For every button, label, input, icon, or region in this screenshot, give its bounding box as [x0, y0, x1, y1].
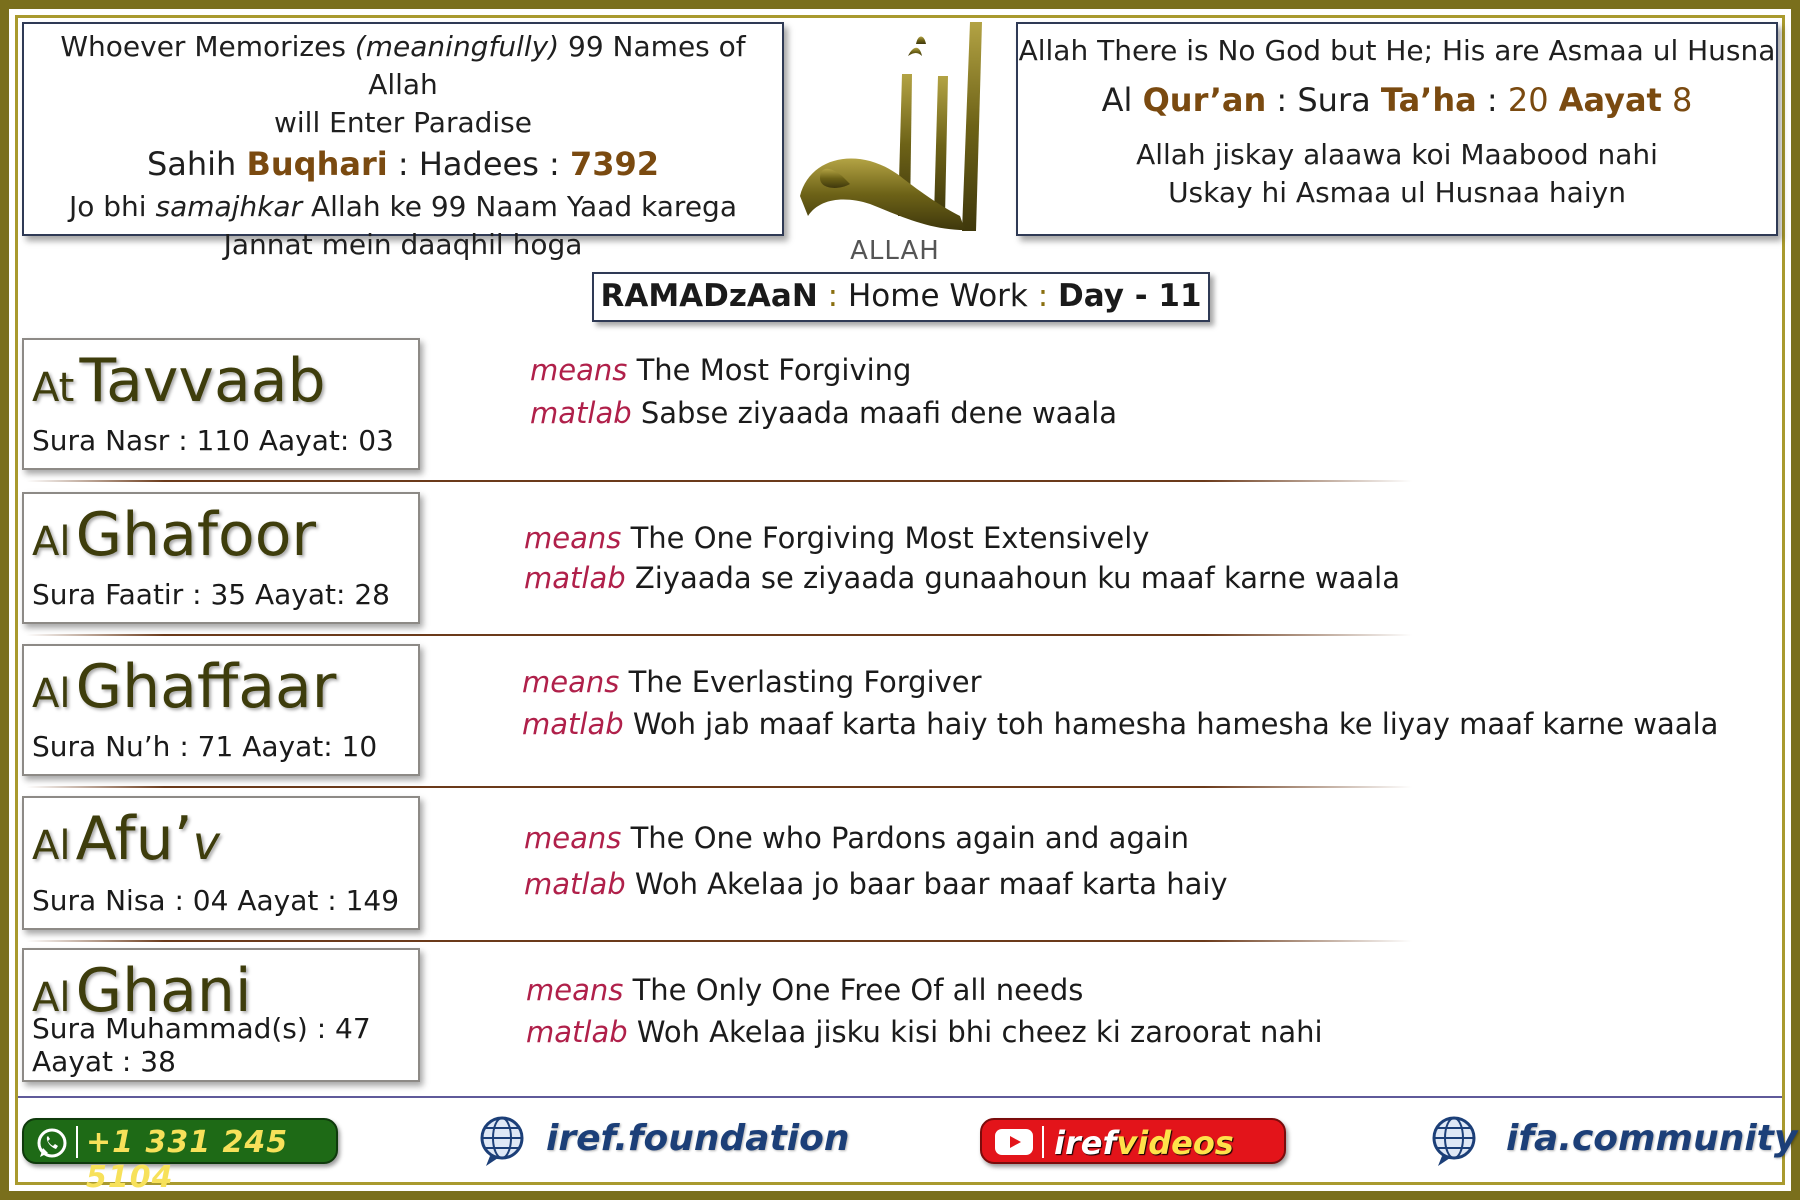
means-text: The Most Forgiving: [636, 353, 912, 387]
hadith-italic-text: (meaningfully): [354, 30, 560, 63]
name-card: [22, 492, 420, 624]
hadith-text: 99 Names of Allah: [368, 30, 746, 101]
globe-icon: [1428, 1114, 1480, 1168]
name-prefix: At: [32, 365, 75, 411]
name-reference: Sura Faatir : 35 Aayat: 28: [32, 578, 390, 611]
quran-ref-aayat-number: 8: [1672, 81, 1693, 119]
banner-sep: :: [1037, 278, 1049, 314]
quran-ref-sura-label: : Sura: [1276, 81, 1371, 119]
youtube-handle-b: videos: [1116, 1124, 1234, 1162]
means-text: The Only One Free Of all needs: [632, 973, 1084, 1007]
row-divider: [26, 786, 1412, 788]
matlab-label: matlab: [522, 707, 624, 741]
quran-ref-sura-name: Ta’ha: [1380, 81, 1477, 119]
means-text: The One who Pardons again and again: [630, 821, 1190, 855]
pill-separator: [76, 1126, 78, 1158]
quran-box: [1016, 22, 1778, 236]
means-text: The Everlasting Forgiver: [628, 665, 982, 699]
hadith-text: Whoever Memorizes: [60, 30, 346, 63]
meaning-english: [526, 970, 1083, 1010]
name-main: Afu’: [75, 804, 193, 874]
quran-urdu-line-2: Uskay hi Asmaa ul Husnaa haiyn: [1168, 176, 1626, 209]
day-banner: [592, 272, 1210, 322]
name-card: [22, 796, 420, 930]
row-divider: [26, 940, 1412, 942]
matlab-text: Woh Akelaa jo baar baar maaf karta haiy: [634, 867, 1228, 901]
youtube-handle-a: iref: [1054, 1124, 1117, 1162]
matlab-text: Ziyaada se ziyaada gunaahoun ku maaf karne waala: [634, 561, 1400, 595]
hadith-urdu-line-1: [24, 188, 782, 226]
row-divider: [26, 634, 1412, 636]
means-text: The One Forgiving Most Extensively: [630, 521, 1150, 555]
whatsapp-icon: [34, 1125, 70, 1161]
pill-separator: [1042, 1126, 1044, 1158]
matlab-label: matlab: [524, 867, 626, 901]
name-reference: Sura Nu’h : 71 Aayat: 10: [32, 730, 378, 763]
meaning-urdu: [524, 864, 1228, 904]
name-main: Ghani: [75, 956, 252, 1026]
hadith-reference: [24, 142, 782, 186]
youtube-handle: [1054, 1124, 1234, 1162]
matlab-label: matlab: [530, 396, 632, 430]
youtube-channel-button[interactable]: [980, 1118, 1286, 1164]
name-main: Tavvaab: [79, 346, 326, 416]
means-label: means: [530, 353, 628, 387]
matlab-label: matlab: [526, 1015, 628, 1049]
means-label: means: [522, 665, 620, 699]
name-prefix: Al: [32, 519, 71, 565]
allah-label: ALLAH: [850, 236, 940, 266]
matlab-text: Woh Akelaa jisku kisi bhi cheez ki zaroorat nahi: [636, 1015, 1323, 1049]
meaning-english: [522, 662, 982, 702]
allah-calligraphy-logo: [790, 16, 1000, 268]
name-title: [32, 652, 336, 722]
name-title: [32, 346, 326, 416]
means-label: means: [524, 821, 622, 855]
meaning-urdu: [524, 558, 1400, 598]
banner-day: Day - 11: [1058, 278, 1202, 314]
matlab-text: Sabse ziyaada maafi dene waala: [640, 396, 1118, 430]
name-card: [22, 948, 420, 1082]
quran-ref-sura-number: 20: [1507, 81, 1549, 119]
means-label: means: [526, 973, 624, 1007]
footer-divider: [18, 1096, 1782, 1098]
name-reference: Sura Nisa : 04 Aayat : 149: [32, 884, 400, 917]
banner-sep: :: [827, 278, 839, 314]
ifa-community-link[interactable]: ifa.community: [1506, 1118, 1798, 1159]
quran-ref-aayat-label: Aayat: [1558, 81, 1662, 119]
matlab-label: matlab: [524, 561, 626, 595]
quran-ref-book: Qur’an: [1142, 81, 1267, 119]
name-reference: Sura Nasr : 110 Aayat: 03: [32, 424, 394, 457]
banner-ramadan: RAMADzAaN: [600, 278, 818, 314]
quran-urdu-line-1: Allah jiskay alaawa koi Maabood nahi: [1136, 138, 1658, 171]
name-prefix: Al: [32, 975, 71, 1021]
hadith-box: [22, 22, 784, 261]
name-suffix: v: [192, 816, 220, 870]
row-divider: [26, 480, 1412, 482]
iref-foundation-link[interactable]: iref.foundation: [546, 1118, 850, 1159]
meaning-urdu: [526, 1012, 1323, 1052]
hadith-urdu-line-2: Jannat mein daaqhil hoga: [223, 228, 583, 261]
name-card: [22, 644, 420, 776]
meaning-english: [524, 518, 1149, 558]
hadith-ref-label: : Hadees :: [397, 145, 560, 183]
hadith-urdu-italic: samajhkar: [155, 190, 303, 223]
quran-reference: [1018, 78, 1776, 122]
name-title: [32, 804, 220, 874]
name-main: Ghaffaar: [75, 652, 337, 722]
banner-homework: Home Work: [847, 278, 1028, 314]
hadith-line-2: will Enter Paradise: [273, 106, 532, 139]
whatsapp-contact-button[interactable]: [22, 1118, 338, 1195]
name-prefix: Al: [32, 823, 71, 869]
meaning-english: [524, 818, 1189, 858]
name-main: Ghafoor: [75, 500, 317, 570]
hadith-line-1: [24, 28, 782, 104]
youtube-icon: [994, 1128, 1034, 1156]
quran-ref-colon: :: [1486, 81, 1498, 119]
name-title: [32, 500, 316, 570]
name-prefix: Al: [32, 671, 71, 717]
name-reference-2: Aayat : 38: [32, 1045, 176, 1078]
means-label: means: [524, 521, 622, 555]
footer: [0, 1104, 1800, 1195]
hadith-ref-book: Buqhari: [246, 145, 388, 183]
matlab-text: Woh jab maaf karta haiy toh hamesha hamesha ke liyay maaf karne waala: [632, 707, 1719, 741]
hadith-urdu-text: Jo bhi: [68, 190, 147, 223]
hadith-ref-source: Sahih: [146, 145, 237, 183]
quran-line-1: Allah There is No God but He; His are Asmaa ul Husna: [1018, 34, 1776, 67]
phone-number: +1 331 245 5104: [86, 1125, 289, 1195]
meaning-english: [530, 350, 911, 390]
quran-ref-al: Al: [1101, 81, 1133, 119]
hadith-ref-number: 7392: [569, 145, 660, 183]
meaning-urdu: [522, 704, 1718, 744]
hadith-urdu-text: Allah ke 99 Naam Yaad karega: [310, 190, 737, 223]
globe-icon: [476, 1114, 528, 1168]
name-reference: Sura Muhammad(s) : 47: [32, 1012, 371, 1045]
meaning-urdu: [530, 393, 1117, 433]
name-card: [22, 338, 420, 470]
